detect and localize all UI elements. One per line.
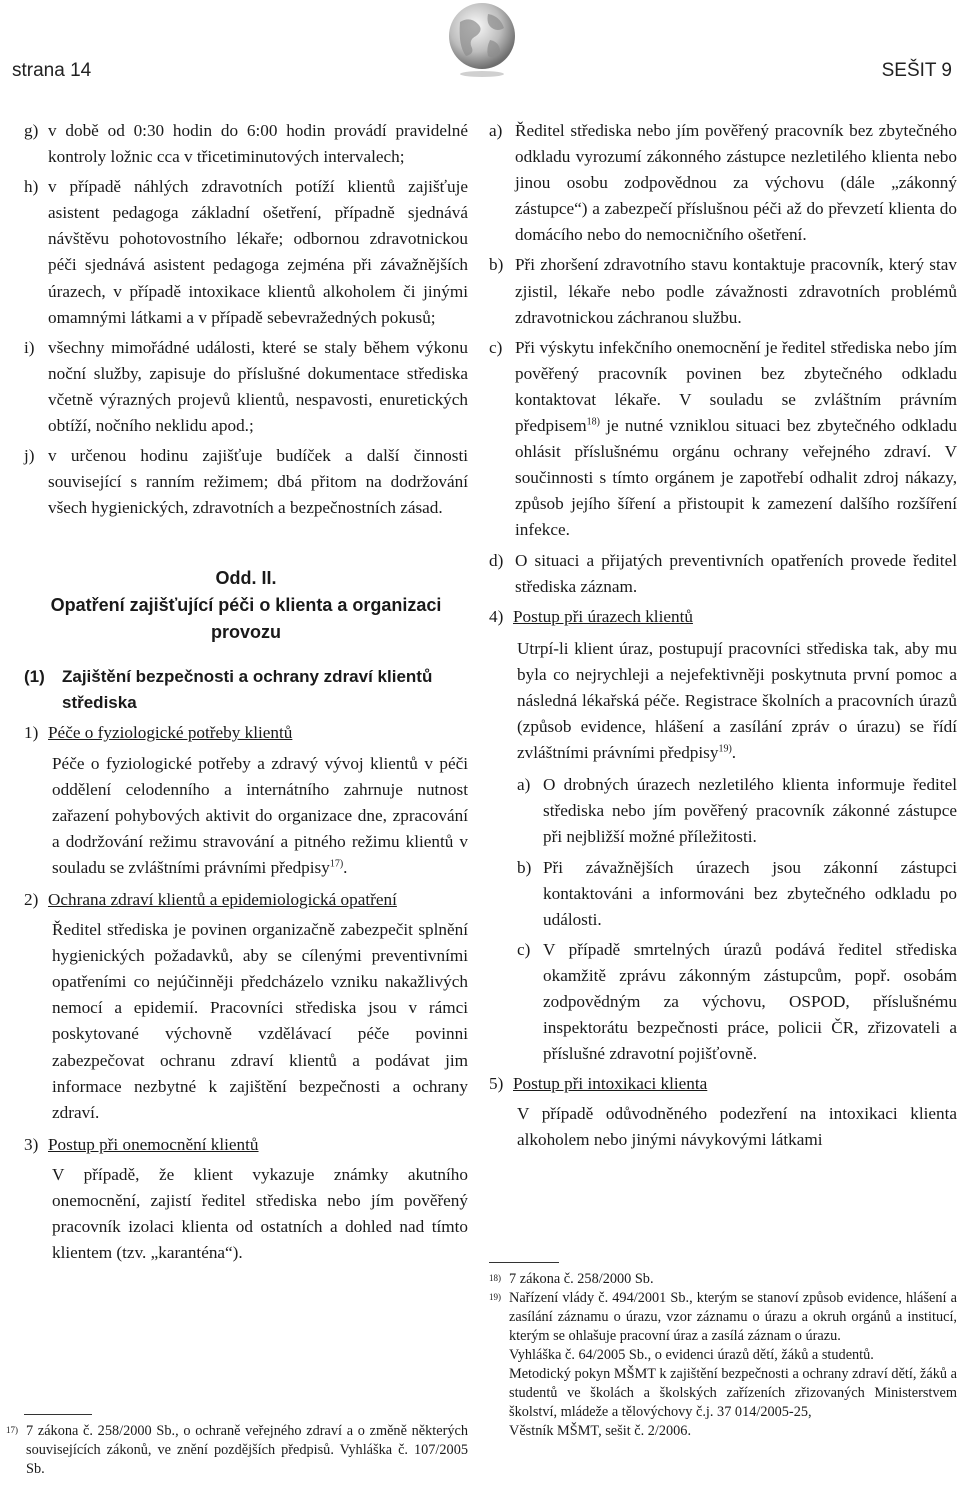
division-number: Odd. II. <box>215 568 277 589</box>
section-1-title: Péče o fyziologické potřeby klientů <box>48 723 293 743</box>
item-label: c) <box>517 939 531 959</box>
footnote-text: Nařízení vlády č. 494/2001 Sb., kterým se stanoví způsob evidence, hlášení a zasílání záznamu o úrazu, vzor záznamu o úrazu a okruh orgánů a institucí, kterým se ohlašuje pracovní úraz a zasílá záznam o úrazu. <box>509 1290 957 1344</box>
list-item-4c <box>517 937 957 1067</box>
footnote-number: 18) <box>489 1273 501 1283</box>
section-5-title: Postup při intoxikaci klienta <box>513 1074 708 1094</box>
list-item-d <box>489 548 957 600</box>
item-text: v určenou hodinu zajišťuje budíček a další činnosti související s ranním režimem; dbá přitom na dodržování všech hygienických, zdravotních a bezpečnostních zásad. <box>48 446 468 518</box>
item-label: b) <box>489 255 504 275</box>
item-label: 3) <box>24 1134 39 1154</box>
section-1-body: Péče o fyziologické potřeby a zdravý vývoj klientů v péči oddělení celodenního a internátního zahrnuje nutnost zařazení pohybových aktivit do organizace dne, zpracování a dodržování režimu stravování a pitného režimu klientů v souladu se zvláštními právními předpisy <box>52 753 468 877</box>
section-2-title: Ochrana zdraví klientů a epidemiologická opatření <box>48 889 397 909</box>
subsection-number: (1) <box>24 667 45 687</box>
list-item-c <box>489 335 957 544</box>
item-text: V případě smrtelných úrazů podává ředitel střediska okamžitě zprávu zákonným zástupcům, popř. osobám zodpovědným za výchovu, OSPOD, příslušnému inspektorátu bezpečnosti práce, policii ČR, zřizovateli a příslušné zdravotní pojišťovně. <box>543 939 957 1064</box>
list-item-h <box>24 174 468 331</box>
item-label: 1) <box>24 723 39 743</box>
item-text: Při zhoršení zdravotního stavu kontaktuje pracovník, který stav zjistil, lékaře nebo podle závažnosti zdravotních problémů zdravotnickou záchranou službu. <box>515 255 957 327</box>
section-4-heading <box>489 604 957 630</box>
footnote-number: 19) <box>489 1292 501 1302</box>
list-item-g <box>24 118 468 170</box>
footnotes-right <box>489 1270 957 1441</box>
item-label: 2) <box>24 889 39 909</box>
footnote-18 <box>489 1270 957 1289</box>
item-label: b) <box>517 857 532 877</box>
item-label: c) <box>489 337 503 357</box>
footnote-text: 7 zákona č. 258/2000 Sb., o ochraně veřejného zdraví a o změně některých souvisejících zákonů, ve znění pozdějších předpisů. Vyhláška č. 107/2005 Sb. <box>26 1423 468 1477</box>
subsection-heading <box>24 664 468 716</box>
section-3-heading <box>24 1132 468 1158</box>
page-number: strana 14 <box>12 60 92 81</box>
issue-label: SEŠIT 9 <box>881 60 952 81</box>
globe-icon <box>442 0 522 80</box>
c-text-part2: je nutné vzniklou situaci bez zbytečného odkladu ohlásit příslušnému orgánu ochrany veřejného zdraví. V součinnosti s tímto orgánem je zapotřebí odhalit zdroj nákazy, způsob jejího šíření a přistoupit k zamezení dalšího rozšíření infekce. <box>515 416 957 540</box>
item-label: j) <box>24 446 35 466</box>
footnote-divider <box>24 1414 92 1415</box>
section-1-end: . <box>343 857 348 877</box>
footnote-text-2: Vyhláška č. 64/2005 Sb., o evidenci úrazů dětí, žáků a studentů. <box>509 1347 874 1363</box>
section-3-text: V případě, že klient vykazuje známky akutního onemocnění, zajistí ředitel střediska nebo jím pověřený pracovník izolaci klienta od ostatních a dohled nad tímto klientem (tzv. „karanténa“). <box>52 1164 468 1263</box>
item-text: v době od 0:30 hodin do 6:00 hodin provádí pravidelné kontroly ložnic cca v třicetiminutových intervalech; <box>48 121 468 167</box>
section-4-end: . <box>731 743 737 763</box>
item-label: g) <box>24 121 39 140</box>
c-text-part1: Při výskytu infekčního onemocnění je ředitel střediska nebo jím pověřený pracovník povinen bez zbytečného odkladu kontaktovat lékaře. V souladu se zvláštním právním předpisem <box>515 337 957 436</box>
item-label: 5) <box>489 1074 504 1094</box>
item-text <box>515 335 957 544</box>
section-4-body: Utrpí-li klient úraz, postupují pracovníci střediska tak, aby mu byla co nejrychleji a nejefektivněji poskytnuta první pomoc a následná lékařská péče. Registrace školních a pracovních úrazů (způsob evidence, hlášení a zasílání zpráv o úrazu) se řídí zvláštními právními předpisy <box>517 638 957 763</box>
item-text: O drobných úrazech nezletilého klienta informuje ředitel střediska nebo jím pověřený pracovník zákonné zástupce při nejbližší možné příležitosti. <box>543 775 957 847</box>
item-text: v případě náhlých zdravotních potíží klientů zajišťuje asistent pedagoga základní ošetření, případně sjednává návštěvu pohotovostního lékaře; odbornou zdravotnickou péči sjednává asistent pedagoga zejména při závažnějších úrazech, v případě intoxikace klientů alkoholem či jinými omamnými látkami a v případě sebevražedných pokusů; <box>48 177 468 327</box>
right-column <box>489 118 957 1154</box>
section-4-title: Postup při úrazech klientů <box>513 606 693 626</box>
list-item-4b <box>517 855 957 933</box>
subsection-title: Zajištění bezpečnosti a ochrany zdraví klientů střediska <box>62 667 433 713</box>
section-1-heading <box>24 720 468 746</box>
list-item-4a <box>517 772 957 850</box>
item-text: Při závažnějších úrazech jsou zákonní zástupci kontaktováni a informováni bez zbytečného odkladu po události. <box>543 857 957 929</box>
item-text: O situaci a přijatých preventivních opatřeních provede ředitel střediska záznam. <box>515 550 957 596</box>
list-item-a <box>489 118 957 248</box>
list-item-i <box>24 335 468 439</box>
section-1-text <box>24 751 468 881</box>
item-label: h) <box>24 177 39 197</box>
section-5-heading <box>489 1071 957 1097</box>
section-2-text: Ředitel střediska je povinen organizačně zabezpečit splnění hygienických požadavků, aby se cílenými preventivními opatřeními co nejúčinněji předcházelo vzniku nakažlivých nemocí a epidemií. Pracovníci střediska jsou v rámci poskytované výchovně vzdělávací péče povinni zabezpečovat ochranu zdraví klientů a podávat jim informace nezbytné k zajištění bezpečnosti a ochrany zdraví. <box>52 920 468 1122</box>
left-column <box>24 118 468 1266</box>
list-item-j <box>24 443 468 521</box>
item-label: a) <box>517 775 531 795</box>
footnote-17 <box>6 1422 468 1479</box>
section-4-list <box>489 772 957 1067</box>
section-2-heading <box>24 887 468 913</box>
footnote-ref-19[interactable]: 19) <box>718 743 732 755</box>
item-label: a) <box>489 121 503 140</box>
item-label: d) <box>489 550 504 570</box>
section-title: Opatření zajišťující péči o klienta a organizaci provozu <box>50 595 442 643</box>
footnote-text: 7 zákona č. 258/2000 Sb. <box>509 1271 654 1287</box>
footnote-divider <box>489 1262 559 1263</box>
footnote-ref-18[interactable]: 18) <box>586 416 600 428</box>
footnote-19 <box>489 1289 957 1441</box>
section-4-text <box>489 636 957 766</box>
list-item-b <box>489 252 957 330</box>
item-label: i) <box>24 337 35 357</box>
item-text: všechny mimořádné události, které se staly během výkonu noční služby, zapisuje do příslušné dokumentace střediska včetně výrazných projevů klientů, nespavosti, enuretických obtíží, nočního neklidu apod.; <box>48 337 468 436</box>
section-5-text: V případě odůvodněného podezření na intoxikaci klienta alkoholem nebo jinými návykovými látkami <box>517 1104 957 1150</box>
footnote-ref-17[interactable]: 17) <box>329 858 344 870</box>
item-text: Ředitel střediska nebo jím pověřený pracovník bez zbytečného odkladu vyrozumí zákonného zástupce nezletilého klienta nebo jinou osobu zodpovědnou za výchovu (dále „zákonný zástupce“) a zabezpečí příslušnou péči až do převzetí klienta do domácího nebo do nemocničního ošetření. <box>515 121 957 245</box>
item-label: 4) <box>489 606 504 626</box>
section-3-title: Postup při onemocnění klientů <box>48 1134 259 1154</box>
footnote-text-4: Věstník MŠMT, sešit č. 2/2006. <box>509 1423 692 1439</box>
footnote-text-3: Metodický pokyn MŠMT k zajištění bezpečnosti a ochrany zdraví dětí, žáků a studentů ve školách a školských zařízeních zřizovaných Ministerstvem školství, mládeže a tělovýchovy č.j. 37 014/2005-25, <box>509 1366 957 1420</box>
footnote-number: 17) <box>6 1425 18 1435</box>
